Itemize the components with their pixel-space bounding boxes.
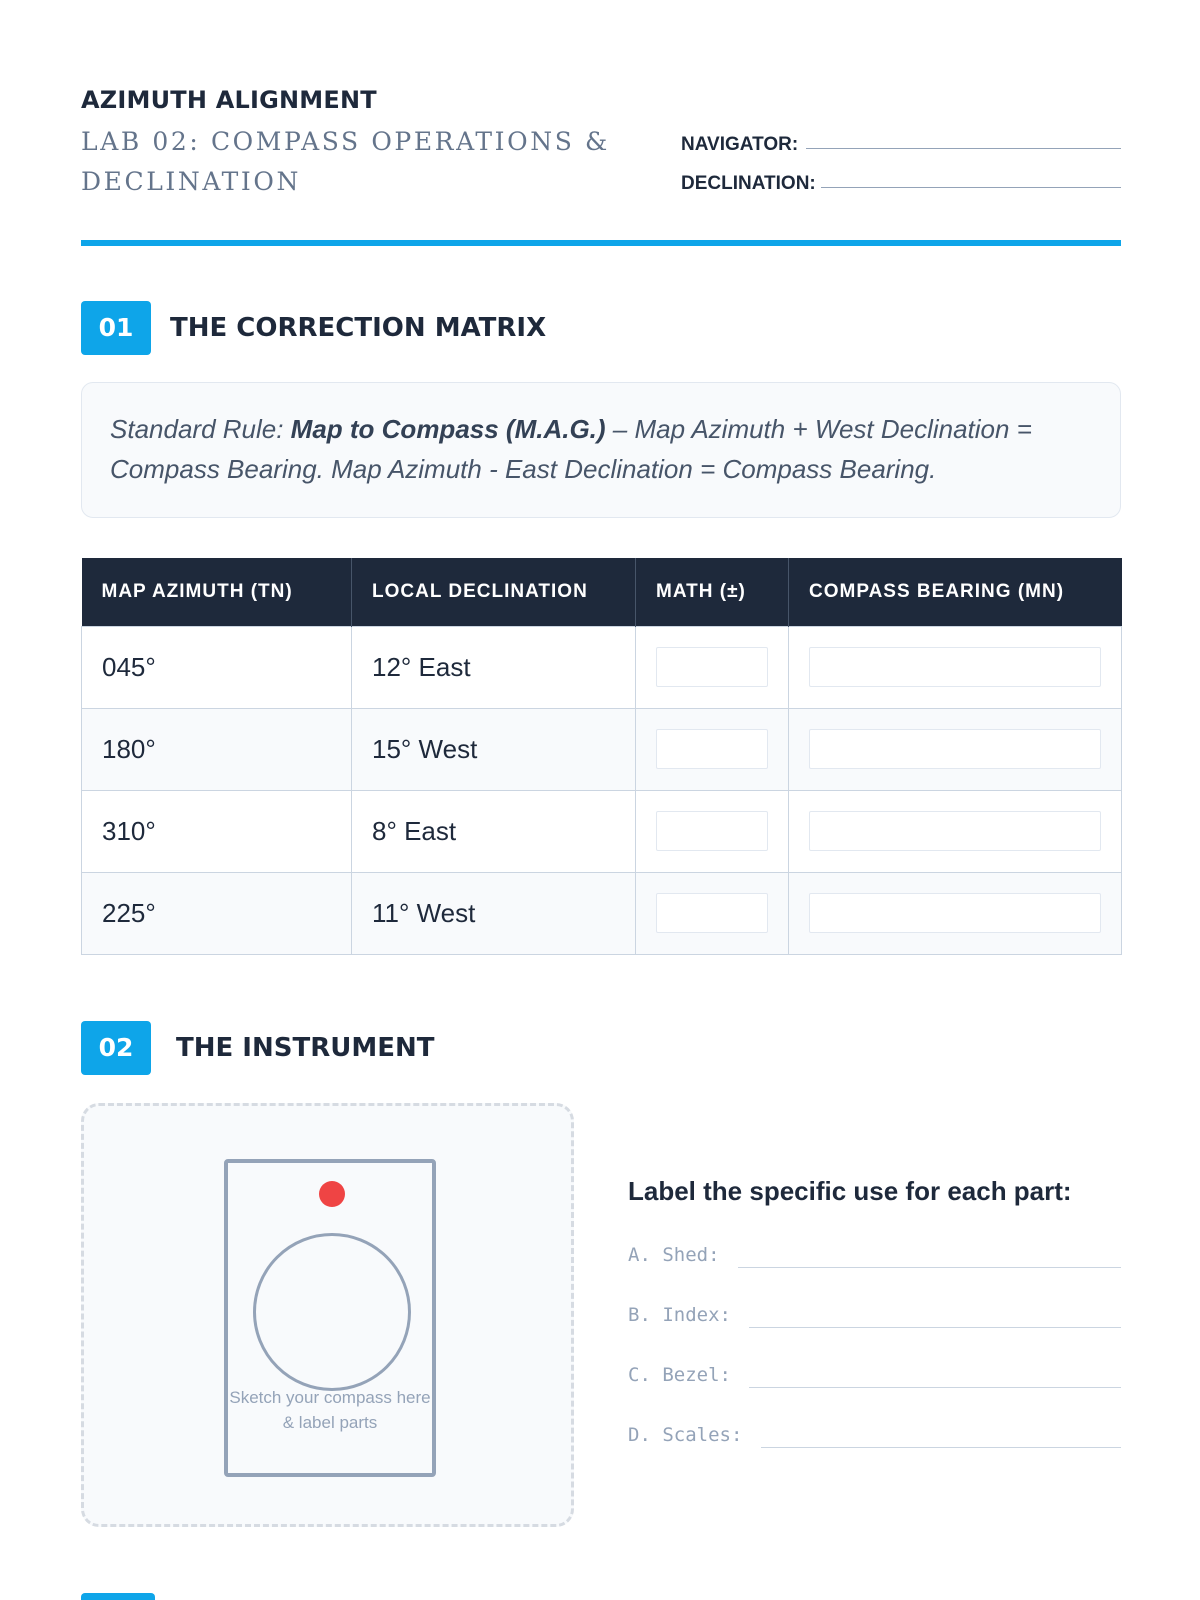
- part-label: A. Shed:: [628, 1244, 720, 1266]
- bearing-input[interactable]: [809, 729, 1101, 769]
- bearing-cell: [789, 872, 1122, 954]
- math-cell: [636, 790, 789, 872]
- rule-bold: Map to Compass (M.A.G.): [290, 414, 606, 444]
- declination-cell: 8° East: [352, 790, 636, 872]
- bearing-input[interactable]: [809, 647, 1101, 687]
- azimuth-cell: 045°: [82, 626, 352, 708]
- compass-outline: [224, 1159, 436, 1477]
- next-section-badge: [81, 1593, 155, 1600]
- math-cell: [636, 626, 789, 708]
- part-index: [628, 1300, 1121, 1330]
- column-header: MAP AZIMUTH (TN): [82, 558, 352, 626]
- rule-prefix: Standard Rule:: [110, 414, 291, 444]
- math-input[interactable]: [656, 647, 768, 687]
- bearing-cell: [789, 790, 1122, 872]
- column-header: LOCAL DECLINATION: [352, 558, 636, 626]
- column-header: MATH (±): [636, 558, 789, 626]
- section-02-heading: [81, 1021, 681, 1075]
- table-row: [82, 872, 1122, 954]
- answer-line[interactable]: [738, 1267, 1121, 1268]
- answer-line[interactable]: [761, 1447, 1121, 1448]
- bearing-input[interactable]: [809, 893, 1101, 933]
- bearing-input[interactable]: [809, 811, 1101, 851]
- bearing-cell: [789, 626, 1122, 708]
- declination-cell: 15° West: [352, 708, 636, 790]
- azimuth-cell: 310°: [82, 790, 352, 872]
- navigator-line[interactable]: [806, 148, 1121, 149]
- bearing-cell: [789, 708, 1122, 790]
- section-01-heading: [81, 301, 681, 355]
- parts-instruction: Label the specific use for each part:: [628, 1176, 1072, 1206]
- section-number-badge: 01: [81, 301, 151, 355]
- table-row: [82, 790, 1122, 872]
- section-title: THE CORRECTION MATRIX: [170, 313, 547, 343]
- part-label: C. Bezel:: [628, 1364, 731, 1386]
- correction-matrix-table: [81, 558, 1122, 955]
- declination-label: DECLINATION:: [681, 173, 816, 194]
- lab-subtitle: LAB 02: COMPASS OPERATIONS & DECLINATION: [81, 127, 610, 196]
- navigator-label: NAVIGATOR:: [681, 134, 799, 155]
- math-input[interactable]: [656, 729, 768, 769]
- sketch-area[interactable]: [81, 1103, 574, 1527]
- azimuth-cell: 180°: [82, 708, 352, 790]
- standard-rule-box: [81, 382, 1121, 518]
- section-number-badge: 02: [81, 1021, 151, 1075]
- part-scales: [628, 1420, 1121, 1450]
- declination-cell: 12° East: [352, 626, 636, 708]
- table-header-row: [82, 558, 1122, 626]
- declination-line[interactable]: [821, 187, 1121, 188]
- answer-line[interactable]: [749, 1387, 1121, 1388]
- azimuth-cell: 225°: [82, 872, 352, 954]
- rule-text: – Map Azimuth + West Declination = Compass Bearing. Map Azimuth - East Declination = Compass Bearing.: [110, 414, 1032, 484]
- brand-title: AZIMUTH ALIGNMENT: [81, 86, 377, 114]
- math-input[interactable]: [656, 811, 768, 851]
- part-label: D. Scales:: [628, 1424, 743, 1446]
- column-header: COMPASS BEARING (MN): [789, 558, 1122, 626]
- declination-cell: 11° West: [352, 872, 636, 954]
- bezel-circle-icon: [253, 1233, 411, 1391]
- red-dot-icon: [319, 1181, 345, 1207]
- math-input[interactable]: [656, 893, 768, 933]
- section-title: THE INSTRUMENT: [176, 1033, 435, 1063]
- part-shed: [628, 1240, 1121, 1270]
- navigator-field[interactable]: [681, 134, 1121, 158]
- part-label: B. Index:: [628, 1304, 731, 1326]
- sketch-hint: Sketch your compass here & label parts: [229, 1388, 431, 1432]
- math-cell: [636, 708, 789, 790]
- declination-field[interactable]: [681, 173, 1121, 197]
- answer-line[interactable]: [749, 1327, 1121, 1328]
- table-row: [82, 708, 1122, 790]
- header-divider: [81, 240, 1121, 246]
- math-cell: [636, 872, 789, 954]
- worksheet-page: [81, 0, 1121, 1600]
- table-row: [82, 626, 1122, 708]
- part-bezel: [628, 1360, 1121, 1390]
